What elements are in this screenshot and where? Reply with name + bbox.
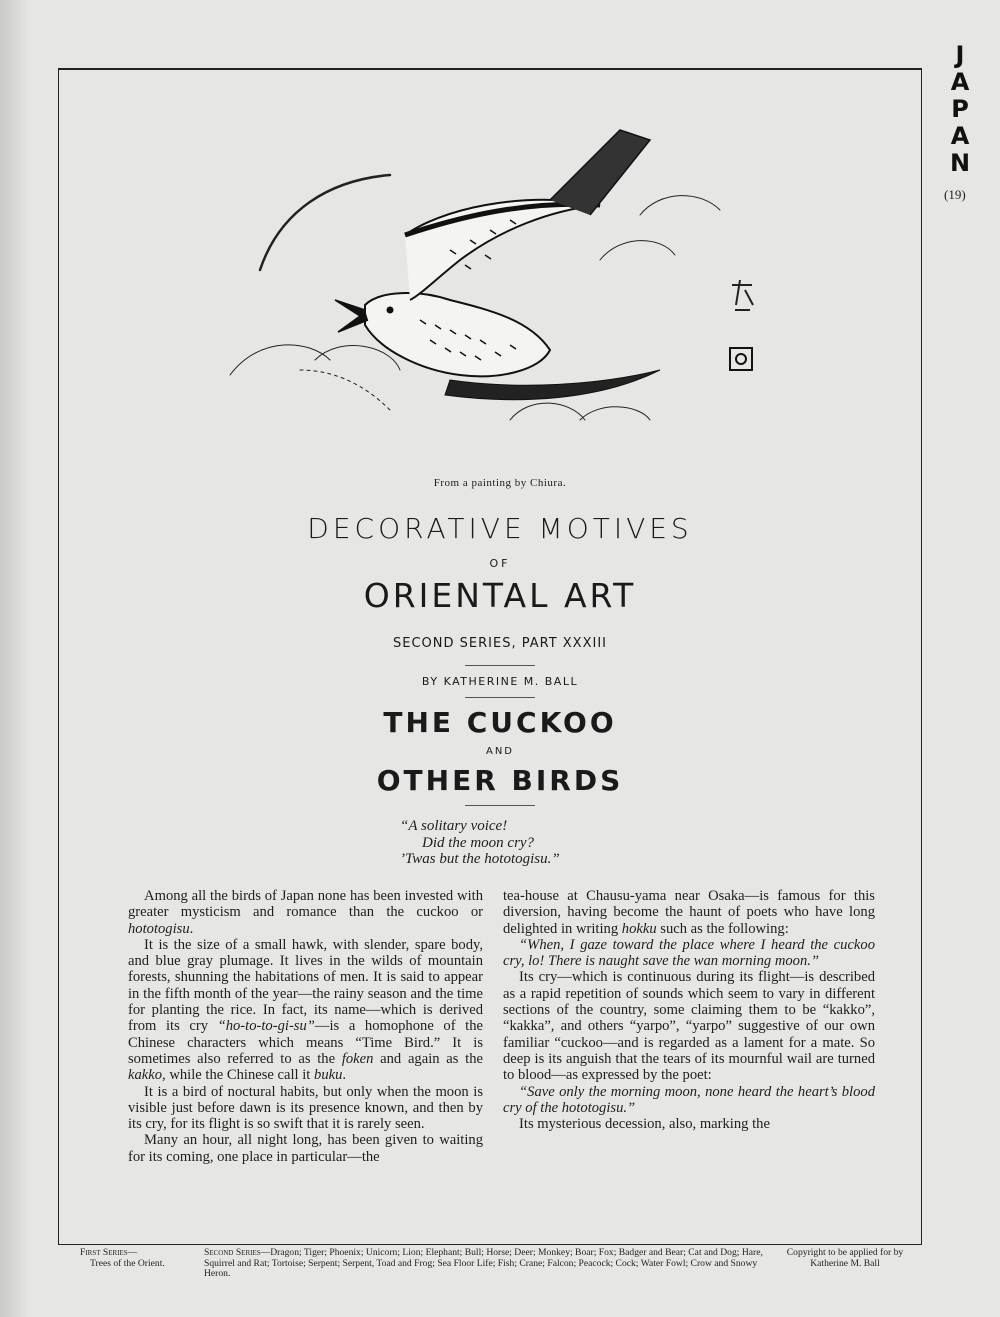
text-run: and again as the [373,1050,483,1067]
divider [465,697,535,698]
footer-first-series [80,1248,190,1269]
artist-signature-seal [730,280,753,370]
title-line-2: ORIENTAL ART [363,576,637,615]
text-run: —is a homophone of the Chinese characters which means “Time Bird.” It is sometimes also referred to as the [128,1018,483,1067]
paragraph [503,937,875,970]
text-run: It is a bird of noctural habits, but only when the moon is visible just before dawn is its presence known, and then by its cry, for its flight is so swift that it is rarely seen. [128,1083,483,1133]
first-series-items: Trees of the Orient. [90,1257,165,1269]
paragraph [503,1084,875,1117]
text-run: . [342,1067,347,1084]
epigraph-line: ’Twas but the hototogisu.” [400,851,560,867]
side-title-letter: J [955,41,965,69]
magazine-side-title [948,42,972,177]
italic-term: “ho-to-to-gi-su” [217,1018,315,1035]
divider [465,805,535,806]
epigraph [400,818,560,868]
text-run: . [189,920,194,937]
divider [465,665,535,666]
page-number: (19) [944,187,966,202]
side-title-letter: P [951,95,969,123]
title-of: OF [489,557,511,570]
text-run: “Save only the morning moon, none heard the heart’s blood cry of the hototogisu.” [503,1083,875,1116]
illustration-caption: From a painting by Chiura. [433,477,567,489]
italic-term: buku [314,1067,343,1084]
side-title-letter: A [950,122,970,150]
subtitle-line-2: OTHER BIRDS [376,764,624,797]
cuckoo-illustration [220,120,780,480]
text-run: It is the size of a small hawk, with slender, spare body, and blue gray plumage. It lives in the wilds of mountain forests, shunning the habitations of men. It is said to appear in the fifth month of the year—the rainy season and the time for planting the rice. In fact, its name—which is derived from its cry [128,936,483,1035]
paragraph [128,1132,483,1165]
body-column-right [503,888,875,1132]
text-run: tea-house at Chausu-yama near Osaka—is famous for this diversion, having become the haunt of poets who have long delighted in writing [503,888,875,937]
side-title-letter: A [950,68,970,96]
moon-arc [260,175,390,270]
text-run: “When, I gaze toward the place where I heard the cuckoo cry, lo! There is naught save the wan morning moon.” [503,936,875,970]
page-edge-shadow [0,0,30,1317]
italic-term: kakko [128,1067,163,1084]
footer-second-series [204,1248,764,1280]
paragraph [503,888,875,937]
bird [335,130,660,400]
title-line-1: DECORATIVE MOTIVES [307,512,693,545]
text-run: Its mysterious decession, also, marking the [519,1116,770,1133]
paragraph [128,937,483,1084]
second-series-label: Second Series [204,1247,261,1258]
text-run: such as the following: [656,920,789,937]
italic-term: foken [341,1050,374,1067]
text-run: Its cry—which is continuous during its flight—is described as a rapid repetition of sounds which seem to vary in different sections of the country, some claiming them to be “kakko”, “kakka”, and others “yarpo”, “yarpo” suggestive of our own familiar “cuckoo—and is regarded as a lament for a mate. So deep is its anguish that the tears of its mournful wail are turned to blood—as expressed by the poet: [503,969,875,1084]
paragraph [503,969,875,1083]
epigraph-line: “A solitary voice! [400,818,508,834]
text-run: , while the Chinese call it [162,1067,315,1084]
italic-term: hototogisu [128,920,190,937]
series-label: SECOND SERIES, PART XXXIII [393,636,607,651]
paragraph [128,888,483,937]
first-series-label: First Series— [80,1247,138,1258]
paragraph [503,1116,875,1132]
text-run: Many an hour, all night long, has been given to waiting for its coming, one place in particular—the [128,1132,483,1165]
epigraph-line: Did the moon cry? [422,834,535,851]
italic-term: hokku [621,920,657,937]
text-run: Among all the birds of Japan none has been invested with greater mysticism and romance than the cuckoo or [128,888,483,921]
subtitle-and: AND [485,746,515,757]
footer-copyright: Copyright to be applied for by Katherine M. Ball [786,1247,904,1269]
byline: BY KATHERINE M. BALL [421,675,579,688]
body-column-left [128,888,483,1165]
side-title-letter: N [949,149,971,177]
second-series-items: —Dragon; Tiger; Phoenix; Unicorn; Lion; Elephant; Bull; Horse; Deer; Monkey; Boar; Fox; Badger and Bear; Cat and Dog; Hare, Squirrel and Rat; Tortoise; Serpent; Serpent, Toad and Frog; Sea Floor Life; Fish; Crane; Falcon; Peacock; Cock; Water Fowl; Crow and Snowy Heron. [204,1247,763,1279]
subtitle-line-1: THE CUCKOO [383,706,617,739]
paragraph [128,1084,483,1133]
